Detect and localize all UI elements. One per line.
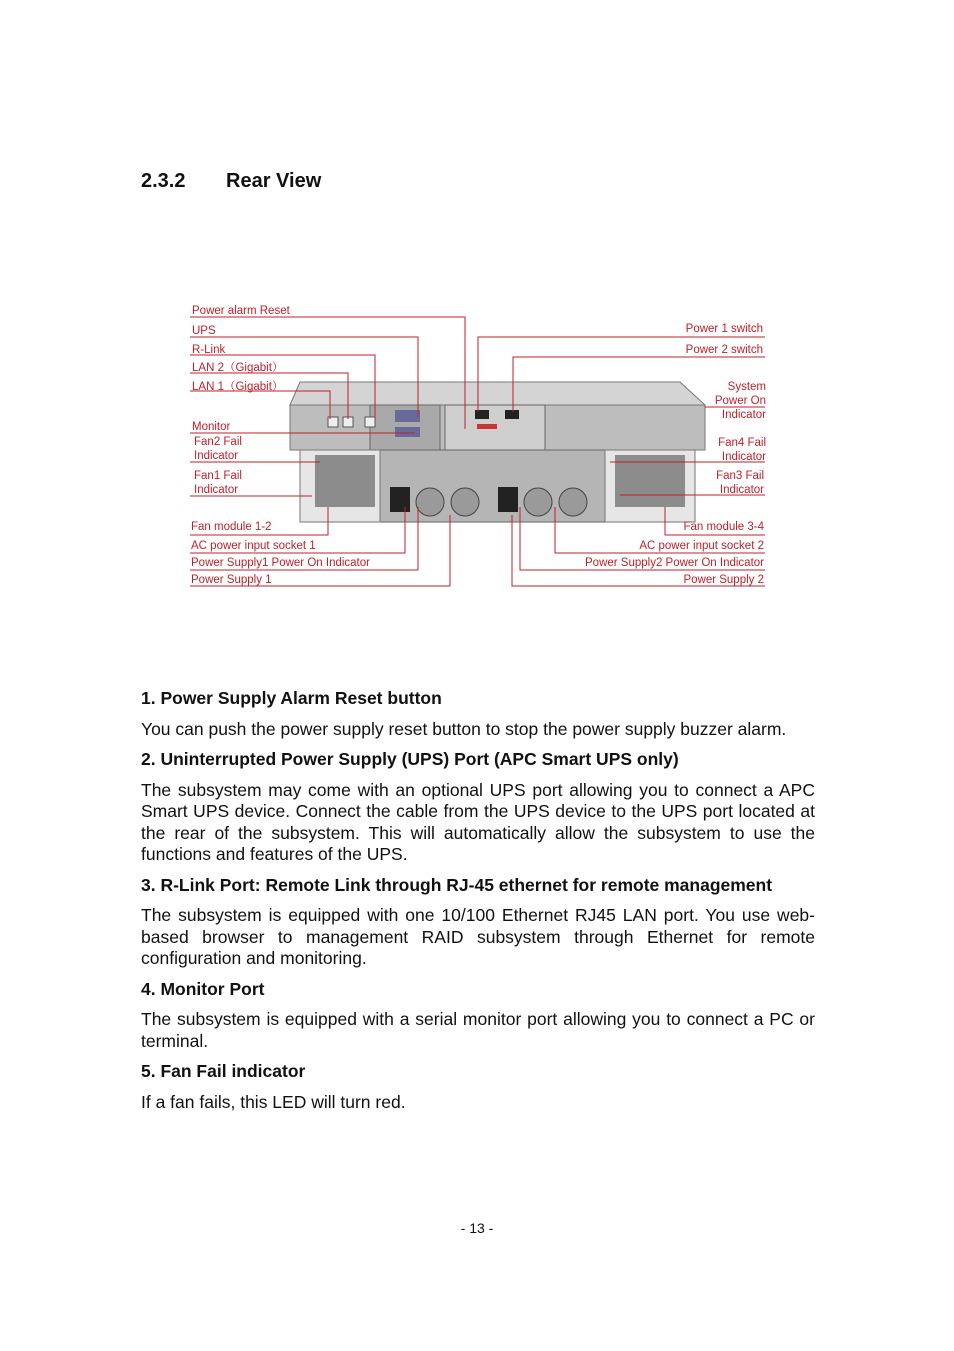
item-heading: 2. Uninterrupted Power Supply (UPS) Port (APC Smart UPS only) <box>141 749 679 769</box>
label-power-on: Power On <box>714 395 766 407</box>
label-power-supply-1: Power Supply 1 <box>191 574 272 586</box>
label-power-2-switch: Power 2 switch <box>685 344 763 356</box>
item-heading: 3. R-Link Port: Remote Link through RJ-45 ethernet for remote management <box>141 874 773 895</box>
label-power-1-switch: Power 1 switch <box>685 323 763 335</box>
label-fan4-fail: Fan4 Fail <box>718 437 766 449</box>
item-descriptions <box>141 688 815 1122</box>
label-fan1-fail: Fan1 Fail <box>194 470 242 482</box>
label-fan3-indicator: Indicator <box>719 484 764 496</box>
item-body: The subsystem is equipped with one 10/100 Ethernet RJ45 LAN port. You use web-based browser to management RAID subsystem through Ethernet for remote configuration and monitoring. <box>141 905 815 968</box>
label-ps1-power-on: Power Supply1 Power On Indicator <box>191 557 370 569</box>
item-heading: 4. Monitor Port <box>141 978 265 999</box>
label-fan4-indicator: Indicator <box>721 451 766 463</box>
item-heading: 5. Fan Fail indicator <box>141 1061 306 1081</box>
label-ups: UPS <box>192 325 216 337</box>
page-number: - 13 - <box>460 1220 494 1236</box>
item-body: If a fan fails, this LED will turn red. <box>141 1091 406 1112</box>
label-ac-socket-1: AC power input socket 1 <box>191 540 316 552</box>
label-monitor: Monitor <box>192 421 231 433</box>
label-system-indicator: Indicator <box>721 409 766 421</box>
item-body: The subsystem is equipped with a serial monitor port allowing you to connect a PC or terminal. <box>141 1009 815 1051</box>
rear-view-figure <box>180 297 780 597</box>
section-title: Rear View <box>226 170 322 192</box>
item-heading: 1. Power Supply Alarm Reset button <box>141 688 442 708</box>
chassis-drawing <box>290 382 705 522</box>
item-body: The subsystem may come with an optional UPS port allowing you to connect a APC Smart UPS device. Connect the cable from the UPS device to the UPS port located at the rear of the subsystem. This will automatically allow the subsystem to use the functions and features of the UPS. <box>141 779 815 864</box>
section-number: 2.3.2 <box>141 170 186 192</box>
label-lan1: LAN 1（Gigabit） <box>192 381 284 393</box>
section-heading <box>141 170 321 193</box>
item-body: You can push the power supply reset button to stop the power supply buzzer alarm. <box>141 718 787 739</box>
label-ac-socket-2: AC power input socket 2 <box>639 540 764 552</box>
label-r-link: R-Link <box>192 344 226 356</box>
label-power-alarm-reset: Power alarm Reset <box>192 305 290 317</box>
label-lan2: LAN 2（Gigabit） <box>192 362 284 374</box>
label-fan-module-3-4: Fan module 3-4 <box>683 521 764 533</box>
label-fan1-indicator: Indicator <box>194 484 239 496</box>
label-power-supply-2: Power Supply 2 <box>683 574 764 586</box>
label-ps2-power-on: Power Supply2 Power On Indicator <box>585 557 764 569</box>
label-fan2-fail: Fan2 Fail <box>194 436 242 448</box>
label-fan-module-1-2: Fan module 1-2 <box>191 521 272 533</box>
label-fan2-indicator: Indicator <box>194 450 239 462</box>
label-system: System <box>727 381 766 393</box>
label-fan3-fail: Fan3 Fail <box>716 470 764 482</box>
